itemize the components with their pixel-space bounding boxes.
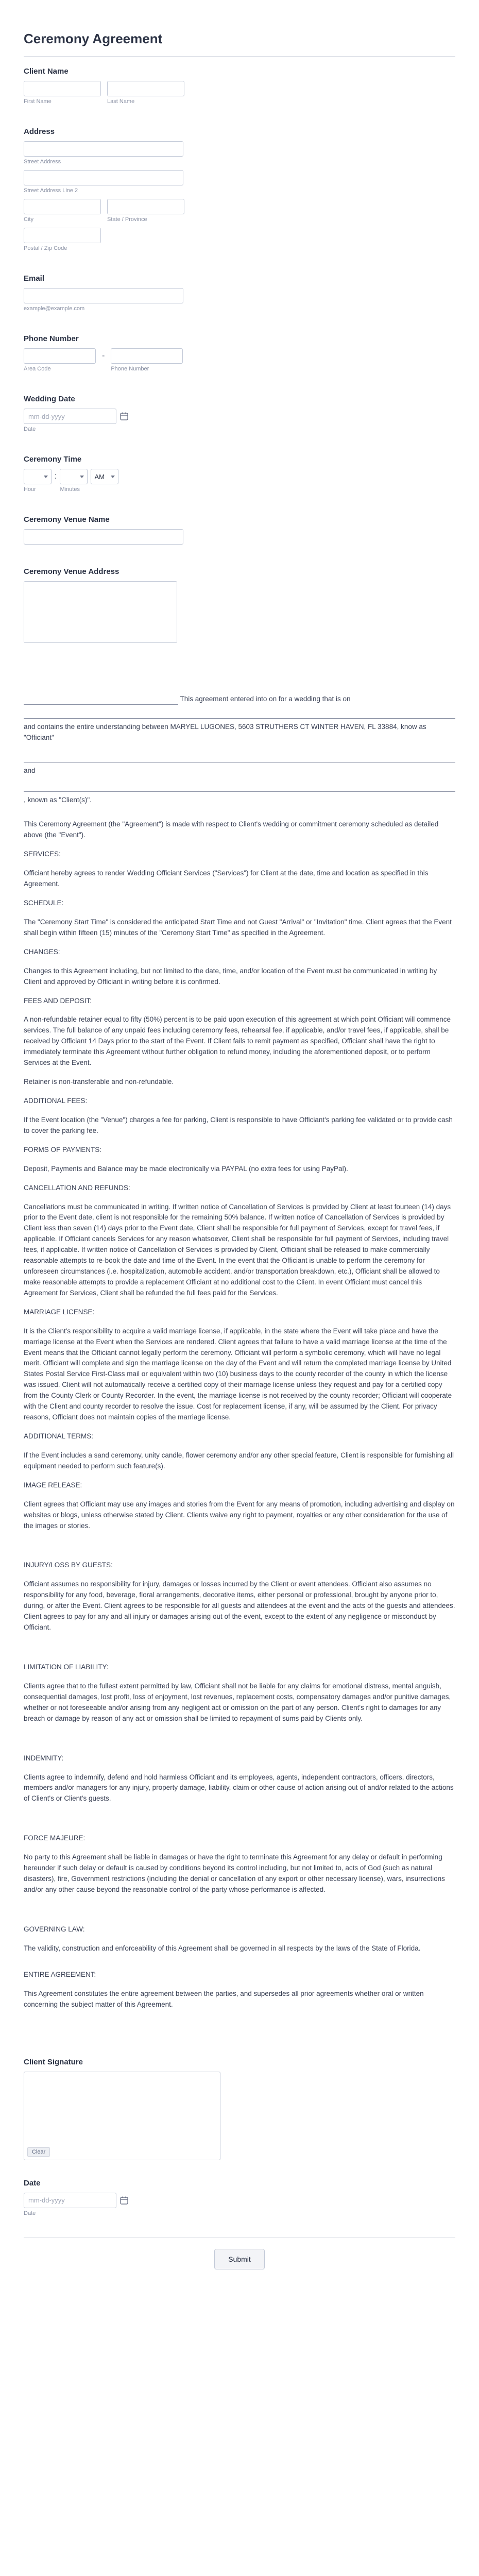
first-name-sublabel: First Name (24, 98, 52, 105)
form-title: Ceremony Agreement (24, 31, 163, 46)
venue-address-label: Ceremony Venue Address (24, 567, 119, 576)
city-sublabel: City (24, 216, 33, 223)
para-liability: Clients agree that to the fullest extent permitted by law, Officiant shall not be liable for any claims for emotional distress, mental anguish, consequential damages, lost profit, loss of enjoyment, lost revenues, replacement costs, compensatory damages and/or punitive damages, whether or not foreseeable and/or arising from any negligent act or omission on the part of any person. Client's right to damages for any breach or damage by reason of any act or omission shall be limited to repayment of sums paid by Clients only. (24, 1682, 451, 1722)
zip-sublabel: Postal / Zip Code (24, 245, 67, 251)
para-governing-law: The validity, construction and enforceability of this Agreement shall be governed in all respects by the laws of the State of Florida. (24, 1944, 421, 1952)
phone-dash: - (102, 351, 105, 360)
wedding-date-input[interactable] (24, 409, 116, 424)
submit-area (24, 2249, 455, 2269)
venue-address-textarea[interactable] (24, 581, 177, 643)
minutes-select[interactable] (60, 469, 88, 484)
agreement-intro-2: and contains the entire understanding between MARYEL LUGONES, 5603 STRUTHERS CT WINTER HAVEN, FL 33884, know as "Officiant" (24, 722, 426, 741)
para-changes: Changes to this Agreement including, but not limited to the date, time, and/or location of the Event must be communicated in writing by Client and approved by Officiant in writing before it is confirmed. (24, 967, 437, 986)
venue-address-field (24, 567, 455, 646)
street-address-input[interactable] (24, 141, 183, 157)
heading-additional-terms: ADDITIONAL TERMS: (24, 1432, 94, 1440)
sign-date-input[interactable] (24, 2193, 116, 2208)
agreement-blank-1 (24, 704, 178, 705)
state-input[interactable] (107, 199, 184, 214)
agreement-p1: This Ceremony Agreement (the "Agreement") is made with respect to Client's wedding or commitment ceremony scheduled as detailed above (the "Event"). (24, 820, 439, 839)
heading-liability: LIMITATION OF LIABILITY: (24, 1663, 109, 1671)
last-name-sublabel: Last Name (107, 98, 135, 105)
time-colon: : (55, 472, 57, 481)
agreement-intro-4: , known as "Client(s)". (24, 796, 92, 804)
para-schedule: The "Ceremony Start Time" is considered the anticipated Start Time and not Guest "Arrival" or "Invitation" time. Client agrees that the Event shall begin within fifteen (15) minutes of the "Ceremony Start Time" as specified in the Agreement. (24, 918, 452, 937)
para-payment: Deposit, Payments and Balance may be made electronically via PAYPAL (no extra fees for using PayPal). (24, 1164, 348, 1173)
agreement-text (24, 694, 455, 2010)
ampm-select[interactable] (91, 469, 118, 484)
chevron-down-icon (111, 476, 115, 478)
para-license: It is the Client's responsibility to acquire a valid marriage license, if applicable, in the state where the Event will take place and have the marriage license at the Event when the Services are rendered. Client agrees that failure to have a valid marriage license at the time of the Event means that the Officiant cannot legally perform the ceremony. Officiant will perform a symbolic ceremony, which will have no legal merit. Officiant will complete and sign the marriage license on the day of the Event and will return the completed marriage license by United States Postal Service First-Class mail or equivalent within two (10) business days to the county recorder of the county in which the license was issued. Client will not automatically receive a certified copy of their marriage license unless they request and pay for a certified copy from the County Clerk or County Recorder. In the event, the marriage license is not received by the county recorder; Officiant will cooperate with the Client and county recorder to resolve the issue. Cost for replacement license, if any, will be assumed by the Client. For privacy reasons, Officiant does not maintain copies of the marriage license. (24, 1327, 452, 1421)
city-input[interactable] (24, 199, 101, 214)
title-divider (24, 56, 455, 57)
para-entire-agreement: This Agreement constitutes the entire agreement between the parties, and supersedes all prior agreements whether oral or written concerning the subject matter of this Agreement. (24, 1989, 424, 2008)
heading-indemnity: INDEMNITY: (24, 1754, 64, 1762)
venue-name-field (24, 515, 455, 545)
heading-force-majeure: FORCE MAJEURE: (24, 1834, 85, 1842)
phone-label: Phone Number (24, 334, 79, 343)
wedding-date-sublabel: Date (24, 426, 36, 432)
para-injury: Officiant assumes no responsibility for injury, damages or losses incurred by the Client or event attendees. Officiant also assumes no responsibility for any food, beverage, floral arrangements, decorative items, either personal or professional, brought by anyone prior to, during, or after the Event. Client agrees to be responsible for all guests and attendees at the event and the acts of the guests and attendees. Client agrees to pay for any and all injury or damages arising out of the event, except to the extent of any negligence or misconduct by Officiant. (24, 1580, 455, 1632)
agreement-intro-3: and (24, 766, 36, 774)
heading-payment: FORMS OF PAYMENTS: (24, 1145, 102, 1154)
email-input[interactable] (24, 288, 183, 303)
signature-pad[interactable] (24, 2072, 220, 2160)
wedding-date-field (24, 395, 455, 432)
submit-button[interactable]: Submit (214, 2249, 265, 2269)
phone-number-sublabel: Phone Number (111, 366, 149, 372)
street-address-sublabel: Street Address (24, 159, 61, 165)
address-field (24, 127, 455, 251)
agreement-intro-1: This agreement entered into on for a wedding that is on (180, 695, 351, 703)
sign-date-field (24, 2179, 455, 2216)
client-name-field (24, 67, 455, 105)
venue-name-label: Ceremony Venue Name (24, 515, 110, 524)
heading-injury: INJURY/LOSS BY GUESTS: (24, 1561, 113, 1569)
chevron-down-icon (80, 476, 84, 478)
wedding-date-label: Wedding Date (24, 395, 75, 403)
street-address-2-sublabel: Street Address Line 2 (24, 188, 78, 194)
phone-field (24, 334, 455, 372)
agreement-blank-2 (24, 718, 455, 719)
heading-schedule: SCHEDULE: (24, 899, 64, 907)
para-image: Client agrees that Officiant may use any images and stories from the Event for any means of promotion, including advertising and display on websites or blogs, unless otherwise stated by Client. Clients waive any right to payment, royalties or any other consideration for the use of the images or stories. (24, 1500, 455, 1530)
para-additional-fees: If the Event location (the "Venue") charges a fee for parking, Client is responsible to have Officiant's parking fee validated or to provide cash to cover the parking fee. (24, 1115, 453, 1134)
signature-field (24, 2058, 455, 2160)
heading-additional-fees: ADDITIONAL FEES: (24, 1096, 88, 1105)
minutes-sublabel: Minutes (60, 486, 80, 493)
para-fees: A non-refundable retainer equal to fifty (50%) percent is to be paid upon execution of this agreement at which point Officiant will commence services. The full balance of any unpaid fees including ceremony fees, rehearsal fee, if applicable, and/or travel fees, if applicable, shall be received by Officiant 14 Days prior to the start of the Event. If Client fails to remit payment as specified, Officiant shall have the right to immediately terminate this Agreement without further obligation to refund money, including the aforementioned deposit, or to perform Services at the Event. (24, 1015, 451, 1067)
para-retainer: Retainer is non-transferable and non-refundable. (24, 1078, 174, 1086)
street-address-2-input[interactable] (24, 170, 183, 185)
area-code-sublabel: Area Code (24, 366, 51, 372)
last-name-input[interactable] (107, 81, 184, 96)
para-additional-terms: If the Event includes a sand ceremony, unity candle, flower ceremony and/or any other special feature, Client is responsible for furnishing all equipment needed to perform such feature(s). (24, 1451, 454, 1470)
heading-governing-law: GOVERNING LAW: (24, 1925, 85, 1933)
state-sublabel: State / Province (107, 216, 147, 223)
signature-label: Client Signature (24, 2057, 83, 2066)
para-cancellation: Cancellations must be communicated in writing. If written notice of Cancellation of Services is provided by Client at least fourteen (14) days prior to the Event date, client is not responsible for the remaining 50% balance. If written notice of Cancellation of Services is provided by Client less than seven (14) days prior to the Event date, Client shall be responsible for full payment of Services, except for travel fees, if applicable. If Officiant cancels Services for any reason whatsoever, Client shall be responsible for full payment of Services, including travel fees, if applicable. If written notice of Cancellation of Services is provided by Client, Officiant shall be released to make commercially reasonable attempts to re-book the date and time of the Event. In the event that the Officiant is unable to perform the ceremony for unforeseen circumstances (i.e. hospitalization, automobile accident, and/or transportation breakdown, etc.), Officiant shall be allowed to make reasonable attempts to provide a replacement Officiant at no additional cost to the Client. In event Officiant must cancel this Agreement for Services, Client shall be refunded the full fees paid for the Services. (24, 1202, 451, 1297)
sign-date-sublabel: Date (24, 2210, 36, 2216)
heading-fees: FEES AND DEPOSIT: (24, 996, 92, 1005)
ceremony-time-label: Ceremony Time (24, 455, 82, 464)
heading-entire-agreement: ENTIRE AGREEMENT: (24, 1970, 96, 1978)
heading-cancellation: CANCELLATION AND REFUNDS: (24, 1183, 130, 1192)
ceremony-time-field (24, 455, 455, 493)
para-services: Officiant hereby agrees to render Wedding Officiant Services ("Services") for Client at the date, time and location as specified in this Agreement. (24, 869, 429, 888)
area-code-input[interactable] (24, 348, 96, 364)
agreement-blank-3 (24, 753, 455, 762)
email-label: Email (24, 274, 45, 283)
ampm-value: AM (94, 472, 105, 481)
first-name-input[interactable] (24, 81, 101, 96)
sign-date-label: Date (24, 2178, 41, 2188)
hour-select[interactable] (24, 469, 52, 484)
submit-divider (24, 2237, 455, 2238)
para-indemnity: Clients agree to indemnify, defend and hold harmless Officiant and its employees, agents, independent contractors, officers, directors, members and/or managers for any injury, property damage, liability, claim or other cause of action arising out of and/or related to the actions of Client's or Client's guests. (24, 1773, 454, 1803)
phone-number-input[interactable] (111, 348, 183, 364)
agreement-blank-4 (24, 782, 455, 792)
zip-input[interactable] (24, 228, 101, 243)
heading-changes: CHANGES: (24, 947, 60, 956)
venue-name-input[interactable] (24, 529, 183, 545)
heading-license: MARRIAGE LICENSE: (24, 1308, 95, 1316)
heading-services: SERVICES: (24, 850, 61, 858)
hour-sublabel: Hour (24, 486, 36, 493)
para-force-majeure: No party to this Agreement shall be liable in damages or have the right to terminate this Agreement for any delay or default in performing hereunder if such delay or default is caused by conditions beyond its control including, but not limited to, acts of God (such as natural disasters), fire, Government restrictions (including the denial or cancellation of any export or other necessary license), wars, insurrections and/or any other cause beyond the reasonable control of the party whose performance is affected. (24, 1853, 445, 1893)
calendar-icon[interactable] (119, 2196, 129, 2205)
address-label: Address (24, 127, 55, 136)
email-field (24, 274, 455, 312)
calendar-icon[interactable] (119, 412, 129, 421)
chevron-down-icon (44, 476, 48, 478)
email-sublabel: example@example.com (24, 306, 85, 312)
client-name-label: Client Name (24, 67, 69, 76)
heading-image: IMAGE RELEASE: (24, 1481, 82, 1489)
clear-signature-button[interactable]: Clear (27, 2147, 50, 2157)
